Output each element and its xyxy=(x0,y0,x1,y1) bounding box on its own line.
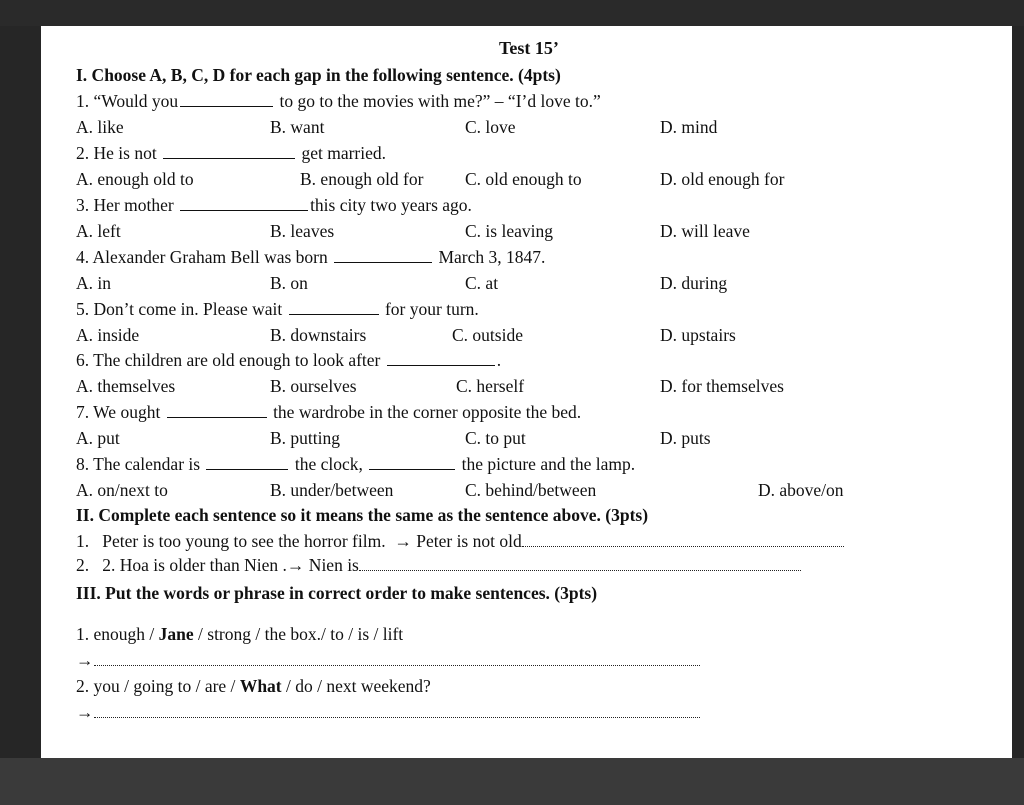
q4-option-c: C. at xyxy=(465,273,499,293)
q2-option-b: B. enough old for xyxy=(300,169,424,189)
question-1: 1. “Would you to go to the movies with me?” – “I’d love to.” xyxy=(76,91,601,111)
q7-option-d: D. puts xyxy=(660,428,711,448)
q6-option-a: A. themselves xyxy=(76,376,176,396)
q7-option-b: B. putting xyxy=(270,428,341,448)
q4-option-a: A. in xyxy=(76,273,111,293)
q1-option-a: A. like xyxy=(76,117,124,137)
q3-option-d: D. will leave xyxy=(660,221,750,241)
q5-option-b: B. downstairs xyxy=(270,325,367,345)
q4-option-d: D. during xyxy=(660,273,728,293)
question-8: 8. The calendar is the clock, the picture and the lamp. xyxy=(76,454,636,474)
page-title: Test 15’ xyxy=(499,38,559,58)
q4-option-b: B. on xyxy=(270,273,308,293)
q7-option-a: A. put xyxy=(76,428,120,448)
q3-option-c: C. is leaving xyxy=(465,221,553,241)
q5-option-c: C. outside xyxy=(452,325,523,345)
q6-option-c: C. herself xyxy=(456,376,525,396)
question-3: 3. Her mother this city two years ago. xyxy=(76,195,472,215)
section-3-item-2: 2. you / going to / are / What / do / next weekend? xyxy=(76,676,431,696)
q8-option-d: D. above/on xyxy=(758,480,844,500)
q8-option-a: A. on/next to xyxy=(76,480,168,500)
q1-option-b: B. want xyxy=(270,117,325,137)
q3-option-b: B. leaves xyxy=(270,221,335,241)
question-5: 5. Don’t come in. Please wait for your turn. xyxy=(76,299,479,319)
section-1-heading: I. Choose A, B, C, D for each gap in the following sentence. (4pts) xyxy=(76,65,561,85)
q1-option-d: D. mind xyxy=(660,117,718,137)
section-2-item-1: 1. Peter is too young to see the horror film. → Peter is not old xyxy=(76,531,844,551)
top-bar xyxy=(0,0,1024,26)
question-4: 4. Alexander Graham Bell was born March 3, 1847. xyxy=(76,247,546,267)
q5-option-d: D. upstairs xyxy=(660,325,736,345)
section-3-answer-line-2: → xyxy=(76,702,700,722)
section-2-heading: II. Complete each sentence so it means the same as the sentence above. (3pts) xyxy=(76,505,649,525)
q7-option-c: C. to put xyxy=(465,428,526,448)
section-3-heading: III. Put the words or phrase in correct order to make sentences. (3pts) xyxy=(76,583,598,603)
q6-option-b: B. ourselves xyxy=(270,376,357,396)
question-2: 2. He is not get married. xyxy=(76,143,386,163)
question-7: 7. We ought the wardrobe in the corner opposite the bed. xyxy=(76,402,582,422)
section-2-item-2: 2. 2. Hoa is older than Nien .→ Nien is xyxy=(76,555,801,575)
section-3-item-1: 1. enough / Jane / strong / the box./ to / is / lift xyxy=(76,624,404,644)
question-6: 6. The children are old enough to look after . xyxy=(76,350,502,370)
q5-option-a: A. inside xyxy=(76,325,140,345)
worksheet-page xyxy=(41,26,1012,758)
q3-option-a: A. left xyxy=(76,221,121,241)
q2-option-a: A. enough old to xyxy=(76,169,194,189)
bottom-bar xyxy=(0,758,1024,805)
q2-option-c: C. old enough to xyxy=(465,169,582,189)
q6-option-d: D. for themselves xyxy=(660,376,784,396)
section-3-answer-line-1: → xyxy=(76,650,700,670)
q8-option-b: B. under/between xyxy=(270,480,394,500)
q1-option-c: C. love xyxy=(465,117,516,137)
q8-option-c: C. behind/between xyxy=(465,480,597,500)
q2-option-d: D. old enough for xyxy=(660,169,785,189)
